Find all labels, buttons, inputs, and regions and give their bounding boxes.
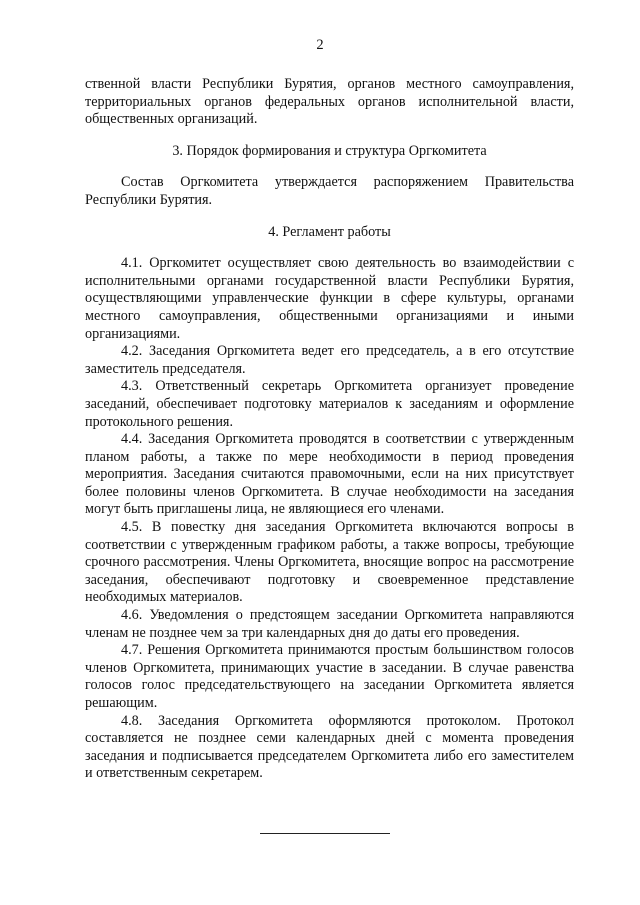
- clause-4-1: 4.1. Оргкомитет осуществляет свою деятельность во взаимодействии с исполнительными органами государственной власти Республики Бурятия, осуществляющими управленческие функции в сфере культуры, органами местного самоуправления, общественными организациями и иными организациями.: [85, 255, 574, 342]
- intro-continuation: ственной власти Республики Бурятия, органов местного самоуправления, территориальных органов федеральных органов исполнительной власти, общественных организаций.: [85, 76, 574, 128]
- clause-4-2: 4.2. Заседания Оргкомитета ведет его председатель, а в его отсутствие заместитель председателя.: [85, 343, 574, 377]
- clause-4-4: 4.4. Заседания Оргкомитета проводятся в соответствии с утвержденным планом работы, а также по мере необходимости в период проведения мероприятия. Заседания считаются правомочными, если на них присутствует более половины членов Оргкомитета. В случае необходимости на заседания могут быть приглашены лица, не являющиеся его членами.: [85, 431, 574, 518]
- clause-4-7: 4.7. Решения Оргкомитета принимаются простым большинством голосов членов Оргкомитета, принимающих участие в заседании. В случае равенства голосов голос председательствующего на заседании Оргкомитета является решающим.: [85, 642, 574, 711]
- section-3-text: Состав Оргкомитета утверждается распоряжением Правительства Республики Бурятия.: [85, 174, 574, 208]
- clause-4-6: 4.6. Уведомления о предстоящем заседании Оргкомитета направляются членам не позднее чем за три календарных дня до даты его проведения.: [85, 607, 574, 641]
- section-4-heading: 4. Регламент работы: [268, 223, 391, 240]
- document-body: [85, 76, 574, 783]
- end-of-document-rule: [260, 833, 390, 834]
- page-number: 2: [316, 37, 324, 53]
- section-3-heading: 3. Порядок формирования и структура Оргкомитета: [172, 142, 487, 159]
- clause-4-3: 4.3. Ответственный секретарь Оргкомитета организует проведение заседаний, обеспечивает подготовку материалов к заседаниям и оформление протокольного решения.: [85, 378, 574, 430]
- clause-4-5: 4.5. В повестку дня заседания Оргкомитета включаются вопросы в соответствии с утвержденным графиком работы, а также вопросы, требующие срочного рассмотрения. Члены Оргкомитета, вносящие вопрос на рассмотрение заседания, обеспечивают подготовку и своевременное представление необходимых материалов.: [85, 519, 574, 606]
- clause-4-8: 4.8. Заседания Оргкомитета оформляются протоколом. Протокол составляется не позднее семи календарных дней с момента проведения заседания и подписывается председателем Оргкомитета либо его заместителем и ответственным секретарем.: [85, 712, 574, 782]
